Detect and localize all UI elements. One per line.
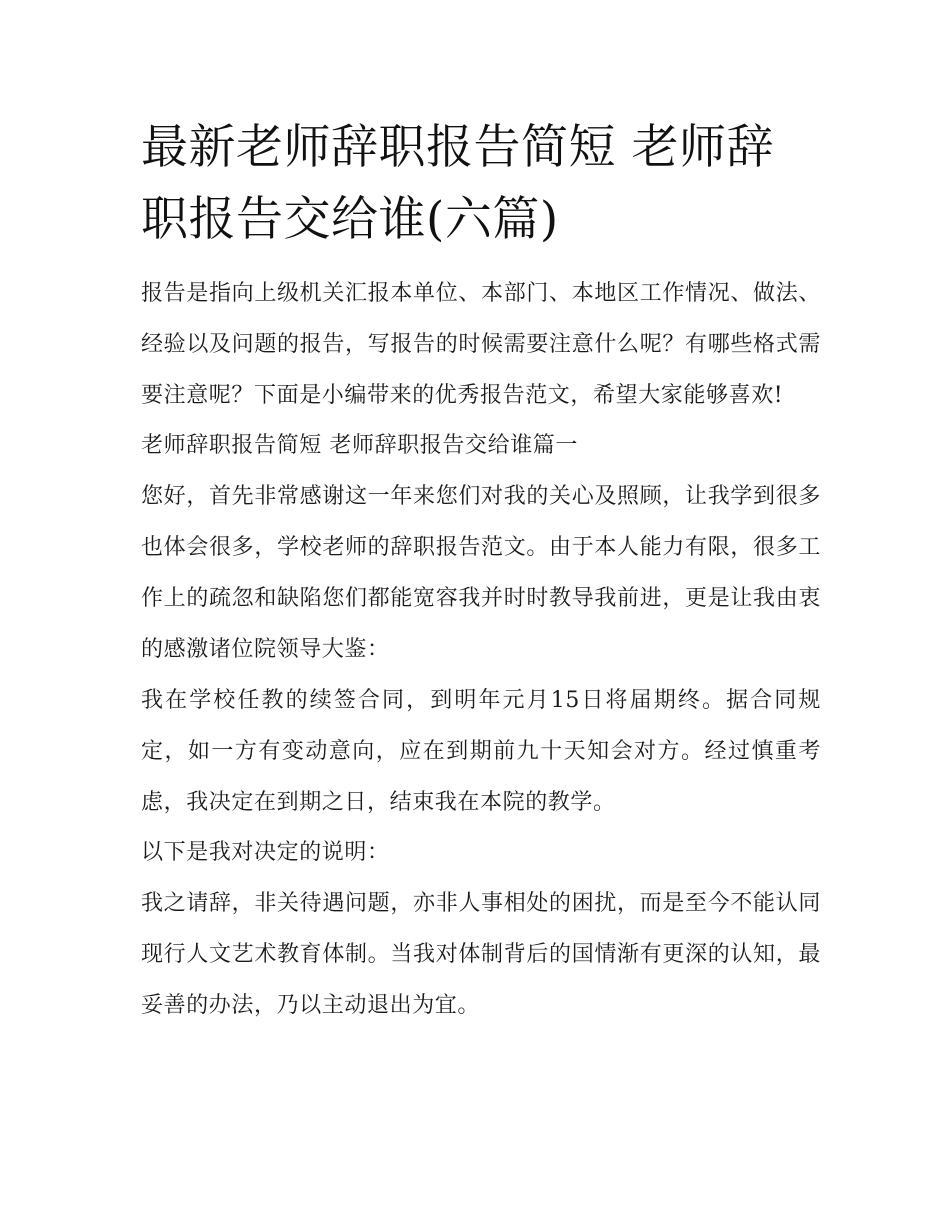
body-paragraph-4: 我之请辞，非关待遇问题，亦非人事相处的困扰，而是至今不能认同现行人文艺术教育体制。当我对体制背后的国情渐有更深的认知，最妥善的办法，乃以主动退出为宜。: [141, 891, 821, 1018]
body-paragraph-1: 您好，首先非常感谢这一年来您们对我的关心及照顾，让我学到很多也体会很多，学校老师的辞职报告范文。由于本人能力有限，很多工作上的疏忽和缺陷您们都能宽容我并时时教导我前进，更是让我由衷的感激诸位院领导大鉴：: [141, 484, 821, 662]
section-heading: 老师辞职报告简短 老师辞职报告交给谁篇一: [141, 433, 578, 458]
document-body: [141, 112, 821, 1031]
document-title: 最新老师辞职报告简短 老师辞职报告交给谁(六篇): [141, 120, 774, 247]
body-paragraph-3: 以下是我对决定的说明：: [141, 840, 390, 865]
body-paragraph-2: 我在学校任教的续签合同，到明年元月15日将届期终。据合同规定，如一方有变动意向，应在到期前九十天知会对方。经过慎重考虑，我决定在到期之日，结束我在本院的教学。: [141, 688, 821, 815]
intro-paragraph: 报告是指向上级机关汇报本单位、本部门、本地区工作情况、做法、经验以及问题的报告，写报告的时候需要注意什么呢？有哪些格式需要注意呢？下面是小编带来的优秀报告范文，希望大家能够喜欢!: [141, 281, 821, 408]
